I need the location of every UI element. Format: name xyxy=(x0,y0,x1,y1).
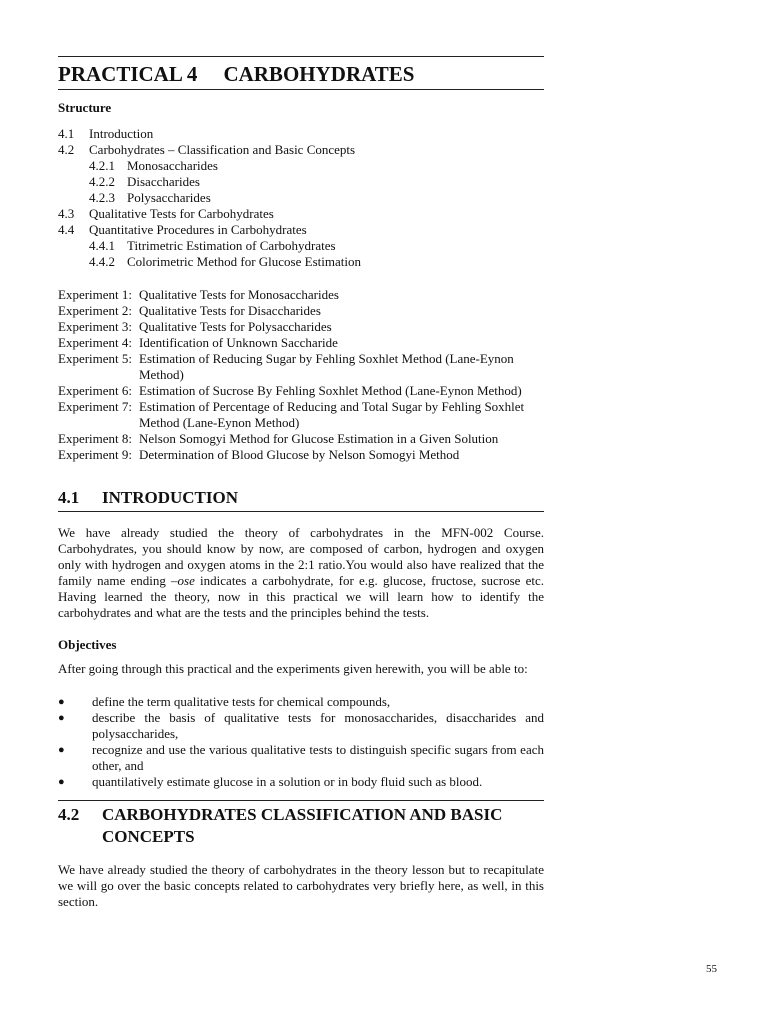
bullet-icon: ● xyxy=(58,744,65,756)
table-of-contents xyxy=(58,126,548,270)
toc-subitem xyxy=(58,254,548,270)
experiment-text: Estimation of Reducing Sugar by Fehling Soxhlet Method (Lane-Eynon Method) xyxy=(139,351,514,382)
section-title: INTRODUCTION xyxy=(102,488,239,507)
experiment-label: Experiment 6: xyxy=(58,383,133,398)
toc-item xyxy=(58,126,548,142)
experiment-item xyxy=(58,303,548,319)
toc-text: Colorimetric Method for Glucose Estimation xyxy=(127,254,361,269)
experiment-label: Experiment 4: xyxy=(58,335,133,350)
experiment-label: Experiment 5: xyxy=(58,351,133,366)
title-bottom-rule xyxy=(58,89,544,90)
practical-number: PRACTICAL 4 xyxy=(58,62,198,86)
experiment-text: Determination of Blood Glucose by Nelson Somogyi Method xyxy=(139,447,460,462)
experiment-text: Qualitative Tests for Disaccharides xyxy=(139,303,321,318)
section-heading-introduction xyxy=(58,485,544,512)
experiment-item xyxy=(58,399,548,431)
list-item xyxy=(58,742,544,774)
experiment-label: Experiment 3: xyxy=(58,319,133,334)
toc-number: 4.2.3 xyxy=(89,190,115,205)
objectives-intro: After going through this practical and the experiments given herewith, you will be able to: xyxy=(58,661,528,676)
list-item-text: recognize and use the various qualitative tests to distinguish specific sugars from each other, and xyxy=(92,742,544,773)
toc-number: 4.1 xyxy=(58,126,75,141)
toc-subitem xyxy=(58,238,548,254)
section-title: CARBOHYDRATES CLASSIFICATION AND BASIC CONCEPTS xyxy=(102,805,503,846)
experiment-label: Experiment 8: xyxy=(58,431,133,446)
toc-item xyxy=(58,206,548,222)
paragraph-text: indicates a carbohydrate, for e.g. glucose, fructose, sucrose etc. Having learned the theory, now in this practical we will learn how to identify the carbohydrates and what are the tests and the principles behind the tests. xyxy=(58,573,544,620)
toc-number: 4.4.2 xyxy=(89,254,115,269)
experiment-text: Identification of Unknown Saccharide xyxy=(139,335,338,350)
experiment-item xyxy=(58,287,548,303)
experiment-label: Experiment 9: xyxy=(58,447,133,462)
list-item xyxy=(58,694,544,710)
toc-text: Quantitative Procedures in Carbohydrates xyxy=(89,222,307,237)
toc-number: 4.2 xyxy=(58,142,75,157)
list-item-text: define the term qualitative tests for chemical compounds, xyxy=(92,694,391,709)
toc-number: 4.3 xyxy=(58,206,75,221)
bullet-icon: ● xyxy=(58,712,65,724)
toc-text: Polysaccharides xyxy=(127,190,211,205)
toc-number: 4.4.1 xyxy=(89,238,115,253)
toc-number: 4.2.1 xyxy=(89,158,115,173)
list-item xyxy=(58,774,544,790)
toc-text: Qualitative Tests for Carbohydrates xyxy=(89,206,274,221)
title-block xyxy=(58,56,544,90)
toc-number: 4.2.2 xyxy=(89,174,115,189)
toc-item xyxy=(58,222,548,238)
experiment-list xyxy=(58,287,548,463)
objectives-list xyxy=(58,694,544,790)
section-heading-text xyxy=(58,485,544,511)
experiment-item xyxy=(58,319,548,335)
toc-text: Disaccharides xyxy=(127,174,200,189)
structure-heading: Structure xyxy=(58,100,112,115)
toc-item xyxy=(58,142,548,158)
toc-subitem xyxy=(58,158,548,174)
page-title xyxy=(58,57,544,89)
toc-subitem xyxy=(58,174,548,190)
experiment-text: Qualitative Tests for Monosaccharides xyxy=(139,287,339,302)
introduction-paragraph xyxy=(58,525,544,621)
experiment-item xyxy=(58,351,548,383)
section-heading-text xyxy=(58,801,544,850)
toc-text: Introduction xyxy=(89,126,154,141)
experiment-text: Estimation of Percentage of Reducing and Total Sugar by Fehling Soxhlet Method (Lane-Eynon Method) xyxy=(139,399,525,430)
section-heading-classification xyxy=(58,800,544,850)
experiment-item xyxy=(58,383,548,399)
experiment-text: Qualitative Tests for Polysaccharides xyxy=(139,319,332,334)
toc-number: 4.4 xyxy=(58,222,75,237)
toc-text: Titrimetric Estimation of Carbohydrates xyxy=(127,238,336,253)
paragraph-text: We have already studied the theory of carbohydrates in the MFN-002 Course. Carbohydrates, you should know by now, are composed of carbon, hydrogen and oxygen only with hydrogen and oxygen atoms in the 2:1 ratio.You would also have realized that the family name ending xyxy=(58,525,544,588)
experiment-item xyxy=(58,335,548,351)
bullet-icon: ● xyxy=(58,696,65,708)
practical-subject: CARBOHYDRATES xyxy=(223,62,415,86)
list-item-text: quantilatively estimate glucose in a solution or in body fluid such as blood. xyxy=(92,774,483,789)
experiment-item xyxy=(58,431,548,447)
experiment-text: Estimation of Sucrose By Fehling Soxhlet Method (Lane-Eynon Method) xyxy=(139,383,522,398)
experiment-label: Experiment 7: xyxy=(58,399,133,414)
experiment-label: Experiment 2: xyxy=(58,303,133,318)
list-item xyxy=(58,710,544,742)
toc-text: Carbohydrates – Classification and Basic Concepts xyxy=(89,142,356,157)
italic-suffix: –ose xyxy=(171,573,195,588)
section-rule xyxy=(58,511,544,512)
objectives-heading: Objectives xyxy=(58,637,117,652)
section-number: 4.1 xyxy=(58,488,80,507)
toc-subitem xyxy=(58,190,548,206)
experiment-label: Experiment 1: xyxy=(58,287,133,302)
list-item-text: describe the basis of qualitative tests for monosaccharides, disaccharides and polysaccharides, xyxy=(92,710,544,741)
bullet-icon: ● xyxy=(58,776,65,788)
page-number: 55 xyxy=(706,963,717,975)
experiment-item xyxy=(58,447,548,463)
classification-paragraph: We have already studied the theory of carbohydrates in the theory lesson but to recapitulate we will go over the basic concepts related to carbohydrates very briefly here, as well, in this section. xyxy=(58,862,544,909)
experiment-text: Nelson Somogyi Method for Glucose Estimation in a Given Solution xyxy=(139,431,499,446)
section-number: 4.2 xyxy=(58,805,80,824)
toc-text: Monosaccharides xyxy=(127,158,218,173)
